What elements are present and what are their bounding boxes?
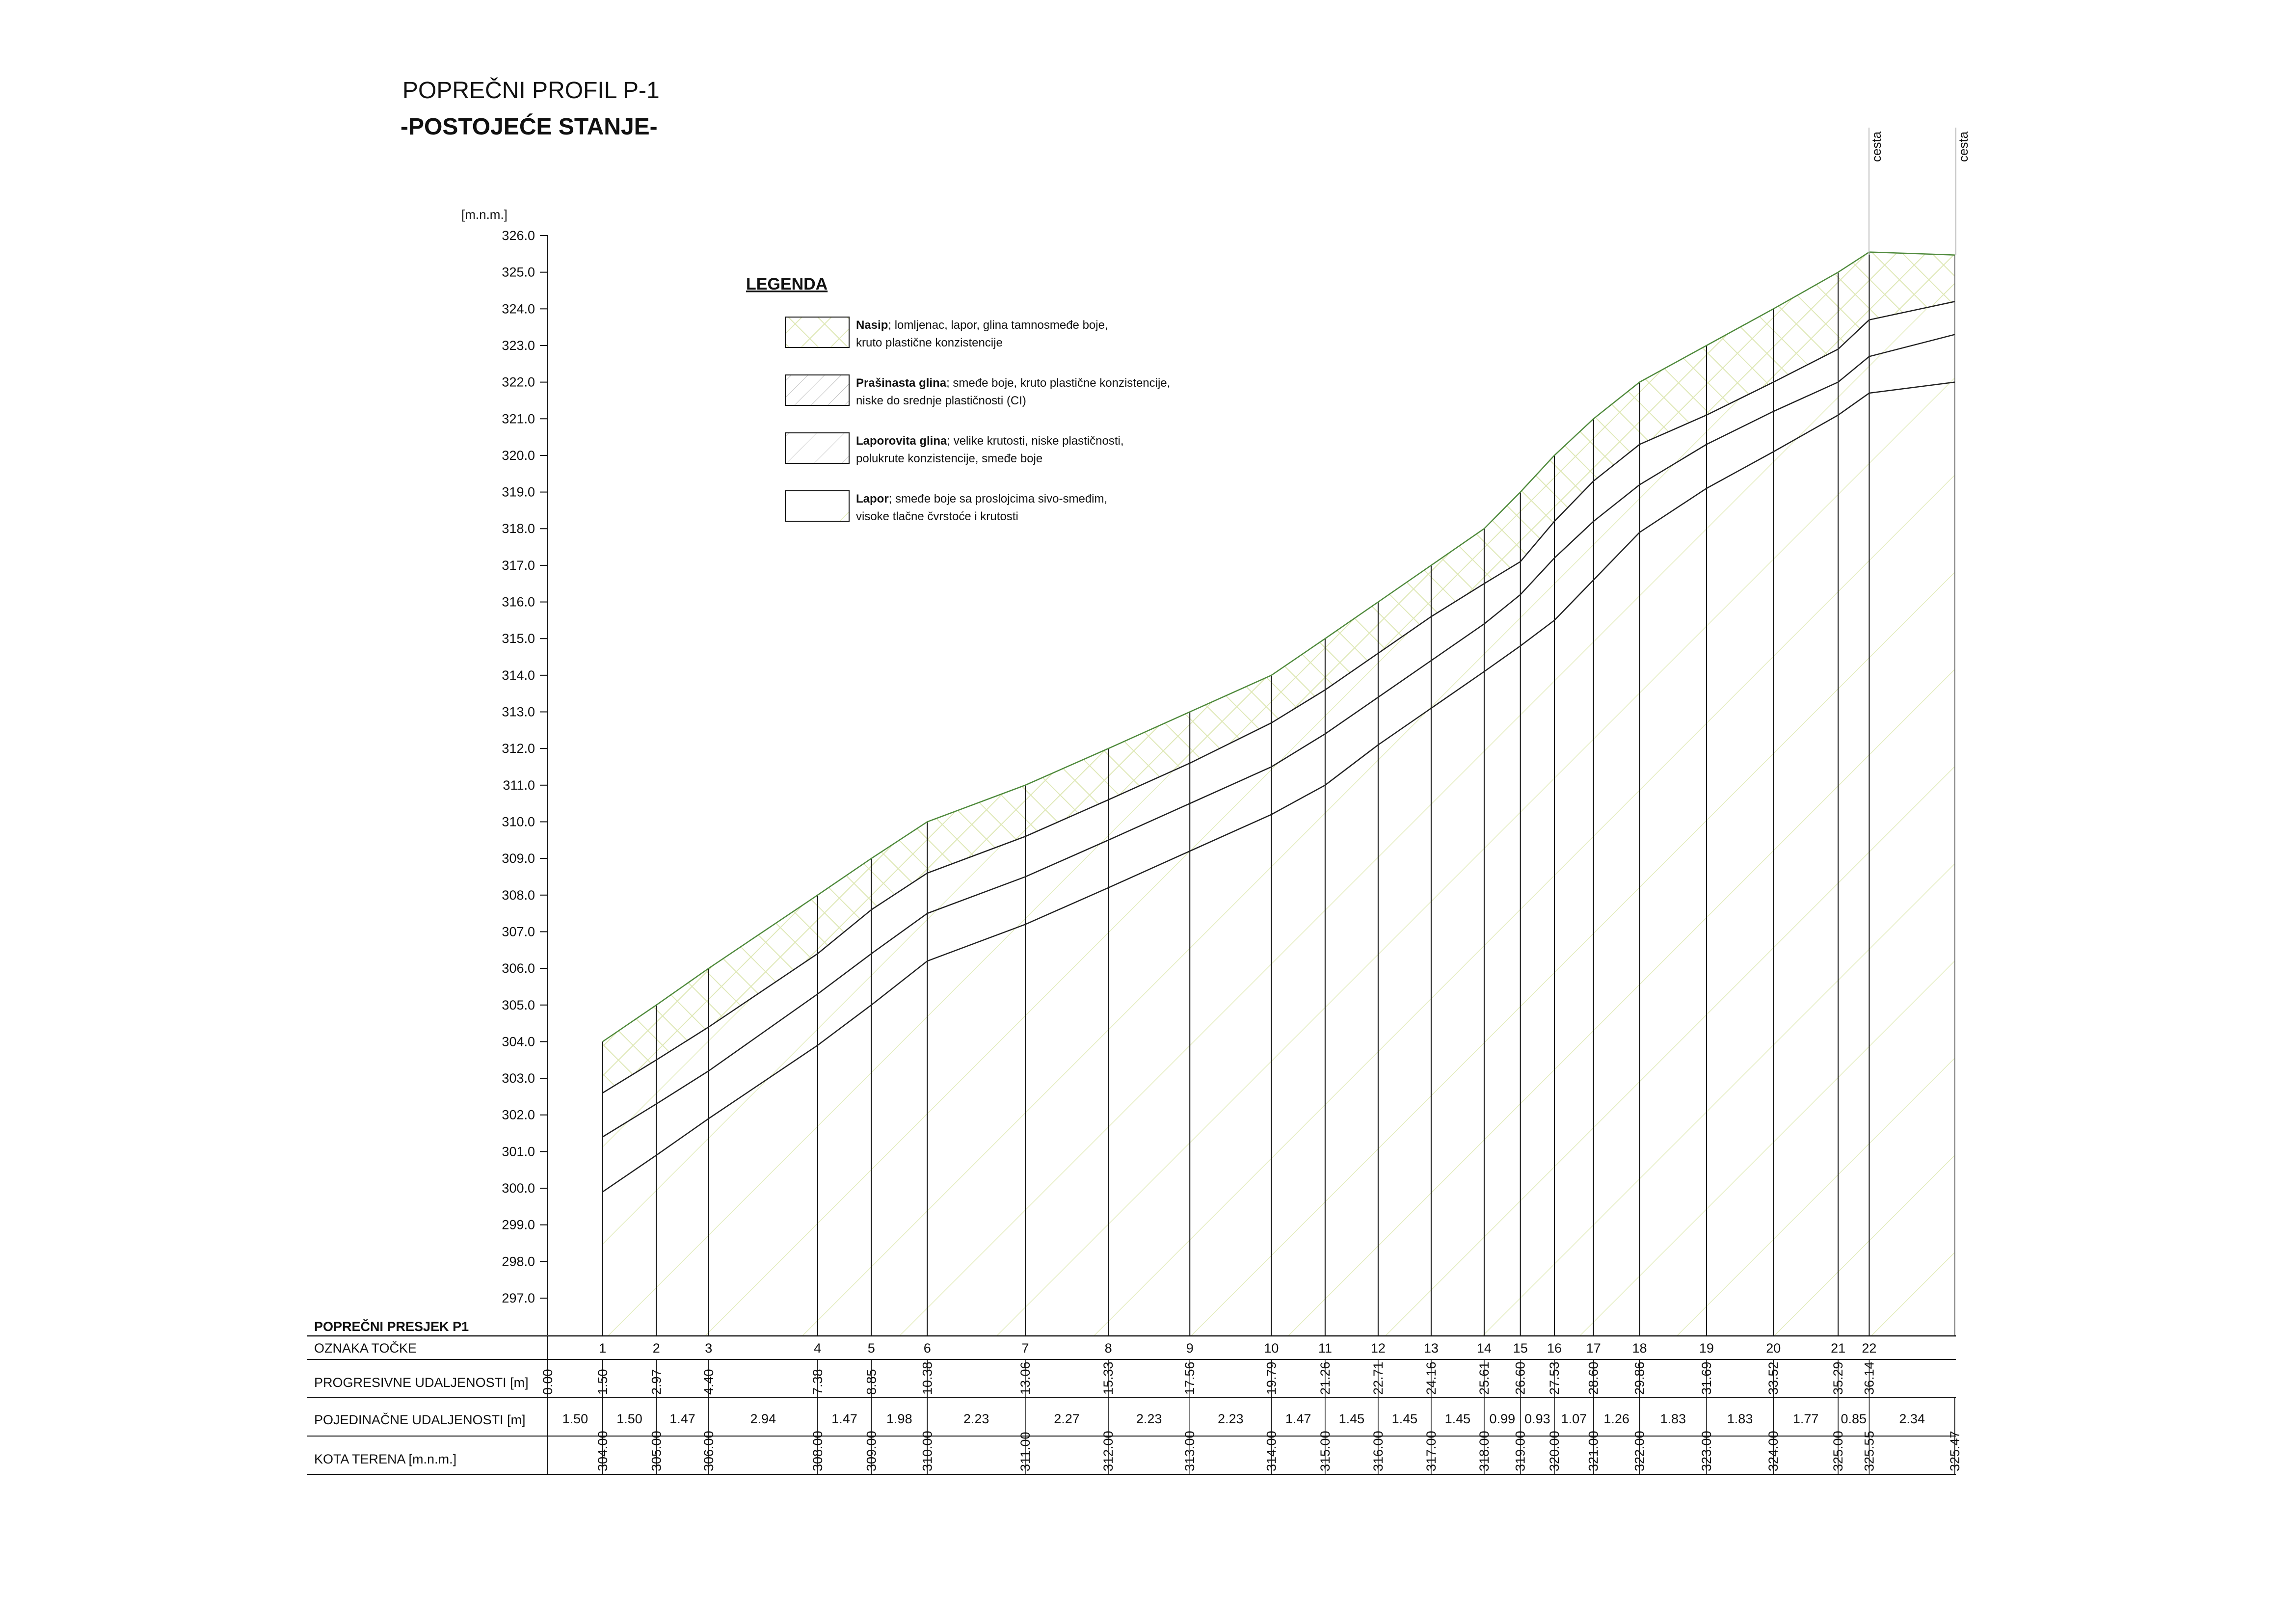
layer-lapor-area — [603, 382, 1955, 1336]
segment-value: 0.99 — [1489, 1411, 1516, 1426]
row-label-elevation: KOTA TERENA [m.n.m.] — [314, 1452, 457, 1466]
soil-layers — [603, 252, 1955, 1336]
progressive-value: 1.50 — [595, 1369, 610, 1395]
y-tick-label: 305.0 — [502, 997, 535, 1012]
y-tick-label: 313.0 — [502, 704, 535, 719]
row-label-point: OZNAKA TOČKE — [314, 1341, 417, 1356]
elevation-value: 313.00 — [1182, 1431, 1198, 1471]
segment-value: 2.34 — [1899, 1411, 1925, 1426]
segment-value: 1.47 — [831, 1411, 857, 1426]
progressive-value: 25.61 — [1476, 1361, 1492, 1395]
point-label: 15 — [1513, 1341, 1528, 1356]
elevation-value: 305.00 — [649, 1431, 664, 1471]
row-label-segment: POJEDINAČNE UDALJENOSTI [m] — [314, 1412, 526, 1427]
page-subtitle: -POSTOJEĆE STANJE- — [400, 114, 658, 140]
elevation-value: 314.00 — [1264, 1431, 1279, 1471]
point-label: 16 — [1547, 1341, 1562, 1356]
point-label: 19 — [1699, 1341, 1714, 1356]
legend-item-prasinasta — [785, 375, 1170, 407]
segment-value: 0.85 — [1841, 1411, 1867, 1426]
y-tick-label: 304.0 — [502, 1034, 535, 1049]
progressive-value: 10.38 — [920, 1361, 935, 1395]
legend-item-name: Laporovita glina — [856, 434, 947, 448]
point-label: 11 — [1318, 1341, 1332, 1356]
segment-value: 2.27 — [1054, 1411, 1080, 1426]
point-label: 17 — [1586, 1341, 1601, 1356]
y-tick-label: 310.0 — [502, 814, 535, 829]
segment-value: 2.23 — [1218, 1411, 1244, 1426]
y-tick-label: 322.0 — [502, 374, 535, 390]
y-axis — [502, 228, 548, 1335]
segment-value: 1.83 — [1660, 1411, 1686, 1426]
legend-item-desc2: kruto plastične konzistencije — [856, 336, 1003, 349]
segment-value: 1.45 — [1338, 1411, 1365, 1426]
elevation-value: 318.00 — [1476, 1431, 1492, 1471]
y-tick-label: 300.0 — [502, 1181, 535, 1196]
progressive-value: 4.40 — [701, 1369, 716, 1395]
progressive-value: 17.56 — [1182, 1361, 1198, 1395]
road-label-right: cesta — [1956, 131, 1971, 162]
point-label: 1 — [599, 1341, 607, 1356]
progressive-value: 22.71 — [1370, 1361, 1386, 1395]
data-table — [307, 1319, 1962, 1474]
table-cells — [540, 1341, 1962, 1474]
legend-item-name: Nasip — [856, 319, 888, 332]
y-tick-label: 315.0 — [502, 631, 535, 646]
progressive-value: 28.60 — [1586, 1361, 1601, 1395]
progressive-value: 0.00 — [540, 1369, 555, 1395]
segment-value: 2.94 — [750, 1411, 776, 1426]
elevation-value: 325.55 — [1862, 1431, 1877, 1471]
segment-value: 0.93 — [1524, 1411, 1550, 1426]
svg-text:Nasip; lomljenac, lapor, glina — [856, 319, 1108, 332]
y-tick-label: 318.0 — [502, 521, 535, 536]
point-label: 6 — [923, 1341, 931, 1356]
elevation-value: 310.00 — [920, 1431, 935, 1471]
y-tick-label: 326.0 — [502, 228, 535, 243]
elevation-value: 323.00 — [1699, 1431, 1714, 1471]
road-markers — [1869, 128, 1971, 255]
y-axis-unit: [m.n.m.] — [461, 207, 507, 222]
legend-item-desc2: visoke tlačne čvrstoće i krutosti — [856, 510, 1018, 523]
svg-text:Lapor; smeđe boje sa proslojci — [856, 492, 1107, 506]
y-tick-label: 324.0 — [502, 301, 535, 317]
point-label: 22 — [1862, 1341, 1877, 1356]
segment-value: 1.07 — [1561, 1411, 1587, 1426]
segment-value: 1.45 — [1391, 1411, 1418, 1426]
legend-item-desc: ; smeđe boje sa proslojcima sivo-smeđim, — [888, 492, 1108, 506]
progressive-value: 27.53 — [1547, 1361, 1562, 1395]
y-tick-label: 317.0 — [502, 558, 535, 573]
progressive-value: 29.86 — [1632, 1361, 1647, 1395]
elevation-value: 317.00 — [1423, 1431, 1439, 1471]
segment-value: 1.26 — [1603, 1411, 1629, 1426]
svg-text:Prašinasta glina; smeđe boje, — [856, 376, 1170, 390]
point-label: 10 — [1264, 1341, 1279, 1356]
point-label: 21 — [1831, 1341, 1846, 1356]
y-tick-label: 297.0 — [502, 1291, 535, 1305]
segment-value: 1.50 — [562, 1411, 588, 1426]
page-title: POPREČNI PROFIL P-1 — [402, 78, 660, 104]
y-tick-label: 323.0 — [502, 338, 535, 353]
legend-item-desc2: niske do srednje plastičnosti (CI) — [856, 394, 1026, 407]
elevation-value: 316.00 — [1370, 1431, 1386, 1471]
progressive-value: 8.85 — [864, 1369, 879, 1395]
elevation-value: 304.00 — [595, 1431, 610, 1471]
elevation-value: 321.00 — [1586, 1431, 1601, 1471]
elevation-value: 322.00 — [1632, 1431, 1647, 1471]
progressive-value: 31.69 — [1699, 1361, 1714, 1395]
progressive-value: 7.38 — [810, 1369, 825, 1395]
point-label: 7 — [1021, 1341, 1029, 1356]
elevation-value: 320.00 — [1547, 1431, 1562, 1471]
elevation-value: 325.47 — [1947, 1431, 1962, 1471]
legend-item-desc: ; smeđe boje, kruto plastične konzistencije, — [946, 376, 1171, 390]
point-label: 2 — [652, 1341, 660, 1356]
elevation-value: 309.00 — [864, 1431, 879, 1471]
y-tick-label: 307.0 — [502, 924, 535, 939]
segment-value: 1.50 — [616, 1411, 642, 1426]
point-label: 4 — [814, 1341, 822, 1356]
legend-item-desc: ; velike krutosti, niske plastičnosti, — [947, 434, 1124, 448]
progressive-value: 36.14 — [1862, 1361, 1877, 1395]
segment-value: 1.47 — [1285, 1411, 1311, 1426]
point-label: 14 — [1476, 1341, 1492, 1356]
legend-item-nasip — [785, 317, 1108, 349]
y-tick-label: 320.0 — [502, 448, 535, 463]
segment-value: 1.47 — [669, 1411, 695, 1426]
progressive-value: 19.79 — [1264, 1361, 1279, 1395]
y-tick-label: 302.0 — [502, 1107, 535, 1122]
progressive-value: 24.16 — [1423, 1361, 1439, 1395]
elevation-value: 315.00 — [1317, 1431, 1333, 1471]
legend-heading: LEGENDA — [746, 275, 828, 293]
point-label: 3 — [705, 1341, 713, 1356]
y-tick-label: 325.0 — [502, 265, 535, 280]
progressive-value: 2.97 — [649, 1369, 664, 1395]
point-label: 20 — [1766, 1341, 1781, 1356]
y-tick-label: 308.0 — [502, 887, 535, 903]
elevation-value: 308.00 — [810, 1431, 825, 1471]
elevation-value: 324.00 — [1766, 1431, 1781, 1471]
progressive-value: 33.52 — [1766, 1361, 1781, 1395]
y-tick-label: 314.0 — [502, 667, 535, 683]
y-tick-label: 298.0 — [502, 1254, 535, 1269]
progressive-value: 26.60 — [1513, 1361, 1528, 1395]
segment-value: 1.45 — [1444, 1411, 1471, 1426]
legend-item-lapor — [785, 491, 1107, 523]
y-tick-label: 306.0 — [502, 961, 535, 976]
point-label: 13 — [1423, 1341, 1439, 1356]
point-label: 9 — [1186, 1341, 1194, 1356]
progressive-value: 15.33 — [1101, 1361, 1116, 1395]
segment-value: 2.23 — [1136, 1411, 1162, 1426]
svg-text:Laporovita glina; velike kruto — [856, 434, 1124, 448]
y-tick-label: 303.0 — [502, 1071, 535, 1086]
elevation-value: 311.00 — [1017, 1432, 1033, 1471]
y-tick-label: 301.0 — [502, 1144, 535, 1159]
y-tick-label: 309.0 — [502, 851, 535, 866]
legend — [746, 275, 1170, 523]
legend-item-desc: ; lomljenac, lapor, glina tamnosmeđe boje, — [888, 319, 1108, 332]
y-tick-label: 299.0 — [502, 1217, 535, 1232]
point-label: 12 — [1370, 1341, 1386, 1356]
y-tick-label: 321.0 — [502, 411, 535, 426]
section-label: POPREČNI PRESJEK P1 — [314, 1319, 469, 1334]
segment-value: 1.98 — [886, 1411, 912, 1426]
point-label: 18 — [1632, 1341, 1647, 1356]
legend-item-name: Prašinasta glina — [856, 376, 947, 390]
elevation-value: 319.00 — [1513, 1431, 1528, 1471]
y-tick-label: 316.0 — [502, 594, 535, 610]
segment-value: 1.77 — [1792, 1411, 1819, 1426]
y-tick-label: 319.0 — [502, 484, 535, 500]
y-tick-label: 311.0 — [503, 777, 535, 793]
elevation-value: 306.00 — [701, 1431, 716, 1471]
elevation-value: 312.00 — [1101, 1431, 1116, 1471]
progressive-value: 35.29 — [1831, 1361, 1846, 1395]
elevation-value: 325.00 — [1831, 1431, 1846, 1471]
y-tick-label: 312.0 — [502, 741, 535, 756]
progressive-value: 13.06 — [1017, 1361, 1033, 1395]
segment-value: 1.83 — [1727, 1411, 1753, 1426]
road-label-left: cesta — [1869, 131, 1884, 162]
segment-value: 2.23 — [963, 1411, 989, 1426]
legend-item-desc2: polukrute konzistencije, smeđe boje — [856, 452, 1043, 465]
legend-item-laporovita — [785, 433, 1124, 465]
row-label-progressive: PROGRESIVNE UDALJENOSTI [m] — [314, 1375, 529, 1390]
point-label: 8 — [1104, 1341, 1112, 1356]
point-label: 5 — [867, 1341, 875, 1356]
legend-item-name: Lapor — [856, 492, 889, 506]
progressive-value: 21.26 — [1317, 1361, 1333, 1395]
